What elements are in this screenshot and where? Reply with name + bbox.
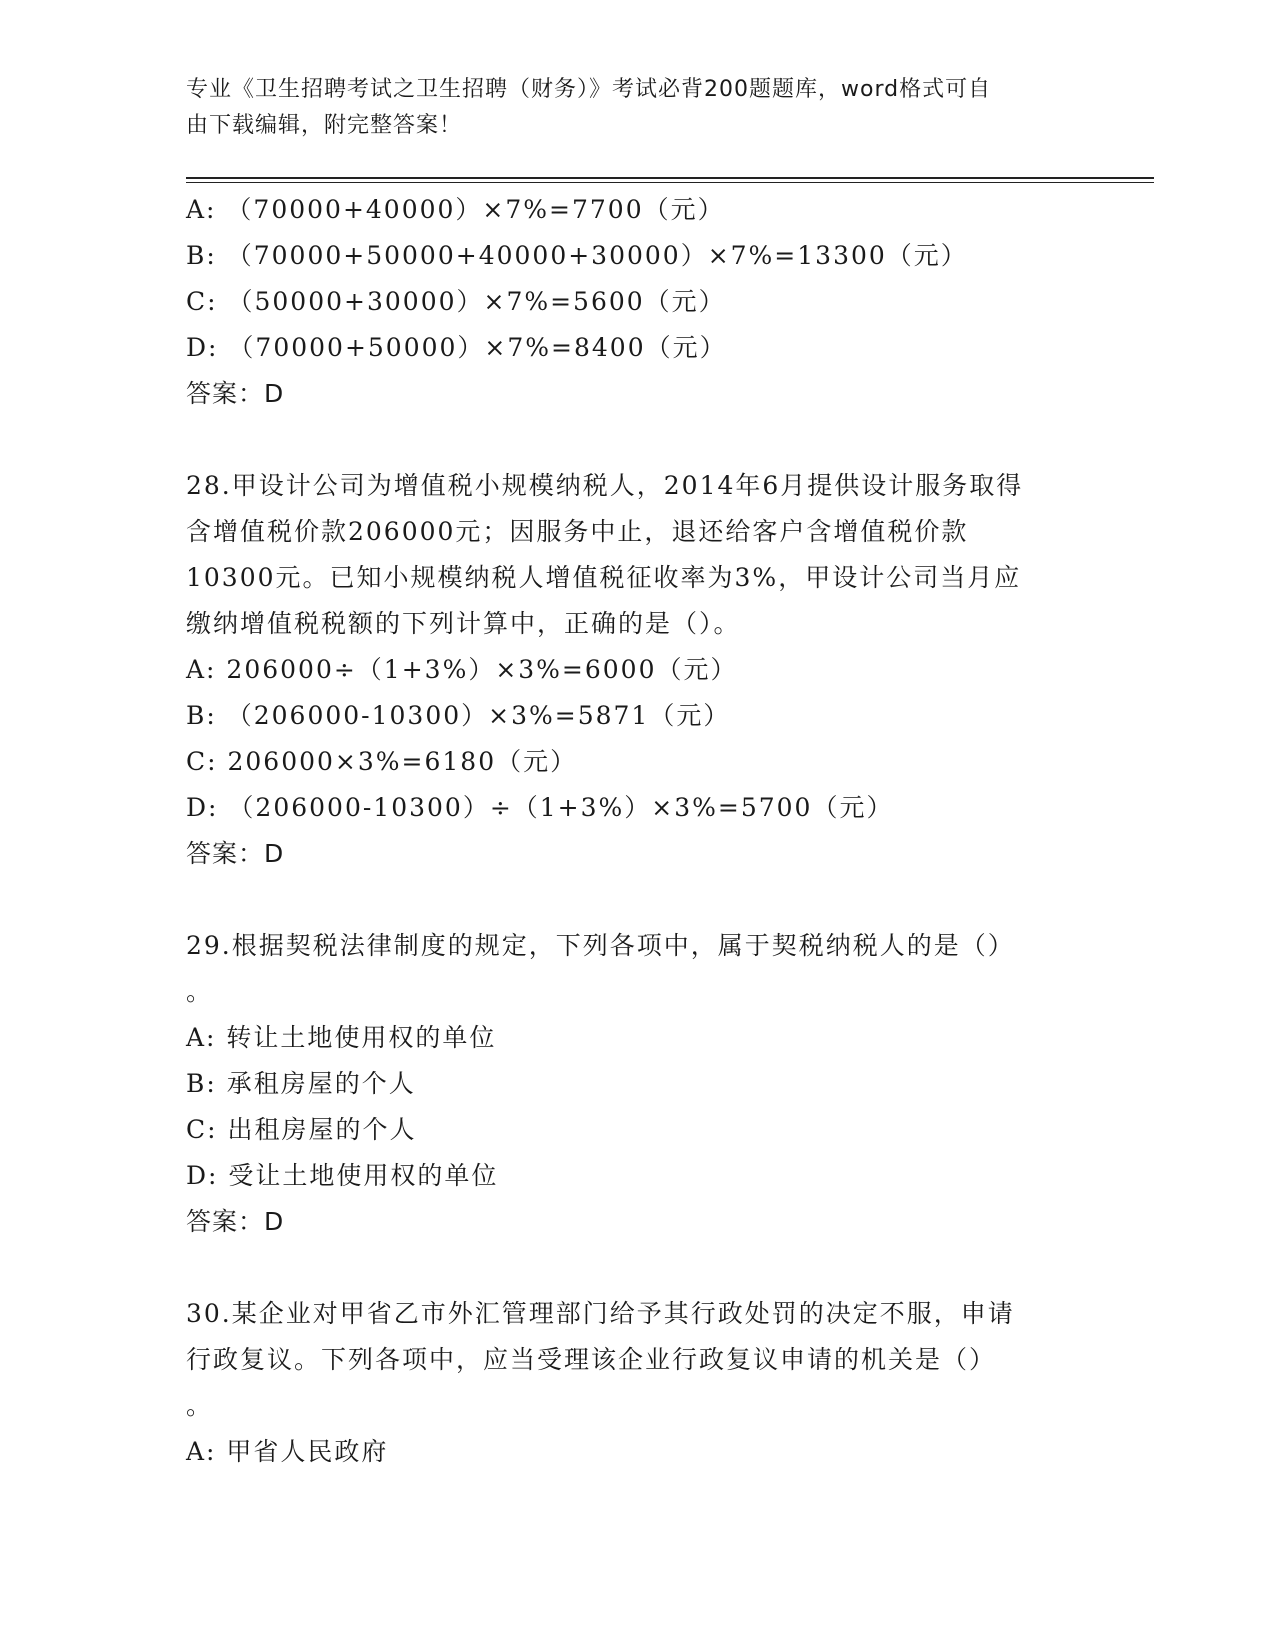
option-c: C: 出租房屋的个人 xyxy=(186,1115,417,1144)
question-29 xyxy=(186,923,1086,1245)
spacer xyxy=(186,417,1086,463)
header-line-2: 由下载编辑，附完整答案！ xyxy=(186,113,463,138)
question-stem-line: 10300元。已知小规模纳税人增值税征收率为3%，甲设计公司当月应 xyxy=(186,563,1022,592)
question-stem-line: 含增值税价款206000元；因服务中止，退还给客户含增值税价款 xyxy=(186,517,969,546)
option-a: A: 206000÷（1+3%）×3%=6000（元） xyxy=(186,655,738,684)
option-d: D: （70000+50000）×7%=8400（元） xyxy=(186,333,727,362)
option-a: A: 甲省人民政府 xyxy=(186,1437,389,1466)
question-30 xyxy=(186,1291,1086,1475)
option-b: B: （206000-10300）×3%=5871（元） xyxy=(186,701,731,730)
question-content xyxy=(186,187,1086,1475)
spacer xyxy=(186,877,1086,923)
header-divider-thick xyxy=(186,177,1154,179)
option-c: C: （50000+30000）×7%=5600（元） xyxy=(186,287,726,316)
answer-line: 答案：D xyxy=(186,379,285,408)
question-stem-line: 。 xyxy=(186,977,214,1006)
spacer xyxy=(186,1245,1086,1291)
question-stem-line: 28.甲设计公司为增值税小规模纳税人，2014年6月提供设计服务取得 xyxy=(186,471,1024,500)
header-divider-thin xyxy=(186,182,1154,183)
answer-line: 答案：D xyxy=(186,1207,285,1236)
option-a: A: 转让土地使用权的单位 xyxy=(186,1023,497,1052)
option-a: A: （70000+40000）×7%=7700（元） xyxy=(186,195,725,224)
question-stem-line: 29.根据契税法律制度的规定，下列各项中，属于契税纳税人的是（） xyxy=(186,931,1015,960)
option-d: D: （206000-10300）÷（1+3%）×3%=5700（元） xyxy=(186,793,894,822)
document-header xyxy=(186,72,1086,144)
option-d: D: 受让土地使用权的单位 xyxy=(186,1161,499,1190)
question-stem-line: 缴纳增值税税额的下列计算中，正确的是（）。 xyxy=(186,609,741,638)
answer-line: 答案：D xyxy=(186,839,285,868)
header-line-1: 专业《卫生招聘考试之卫生招聘（财务）》考试必背200题题库，word格式可自 xyxy=(186,77,992,102)
question-stem-line: 行政复议。下列各项中，应当受理该企业行政复议申请的机关是（） xyxy=(186,1345,997,1374)
option-b: B: 承租房屋的个人 xyxy=(186,1069,416,1098)
prev-question-options xyxy=(186,187,1086,417)
question-stem-line: 。 xyxy=(186,1391,214,1420)
option-b: B: （70000+50000+40000+30000）×7%=13300（元） xyxy=(186,241,968,270)
question-28 xyxy=(186,463,1086,877)
option-c: C: 206000×3%=6180（元） xyxy=(186,747,578,776)
question-stem-line: 30.某企业对甲省乙市外汇管理部门给予其行政处罚的决定不服，申请 xyxy=(186,1299,1015,1328)
